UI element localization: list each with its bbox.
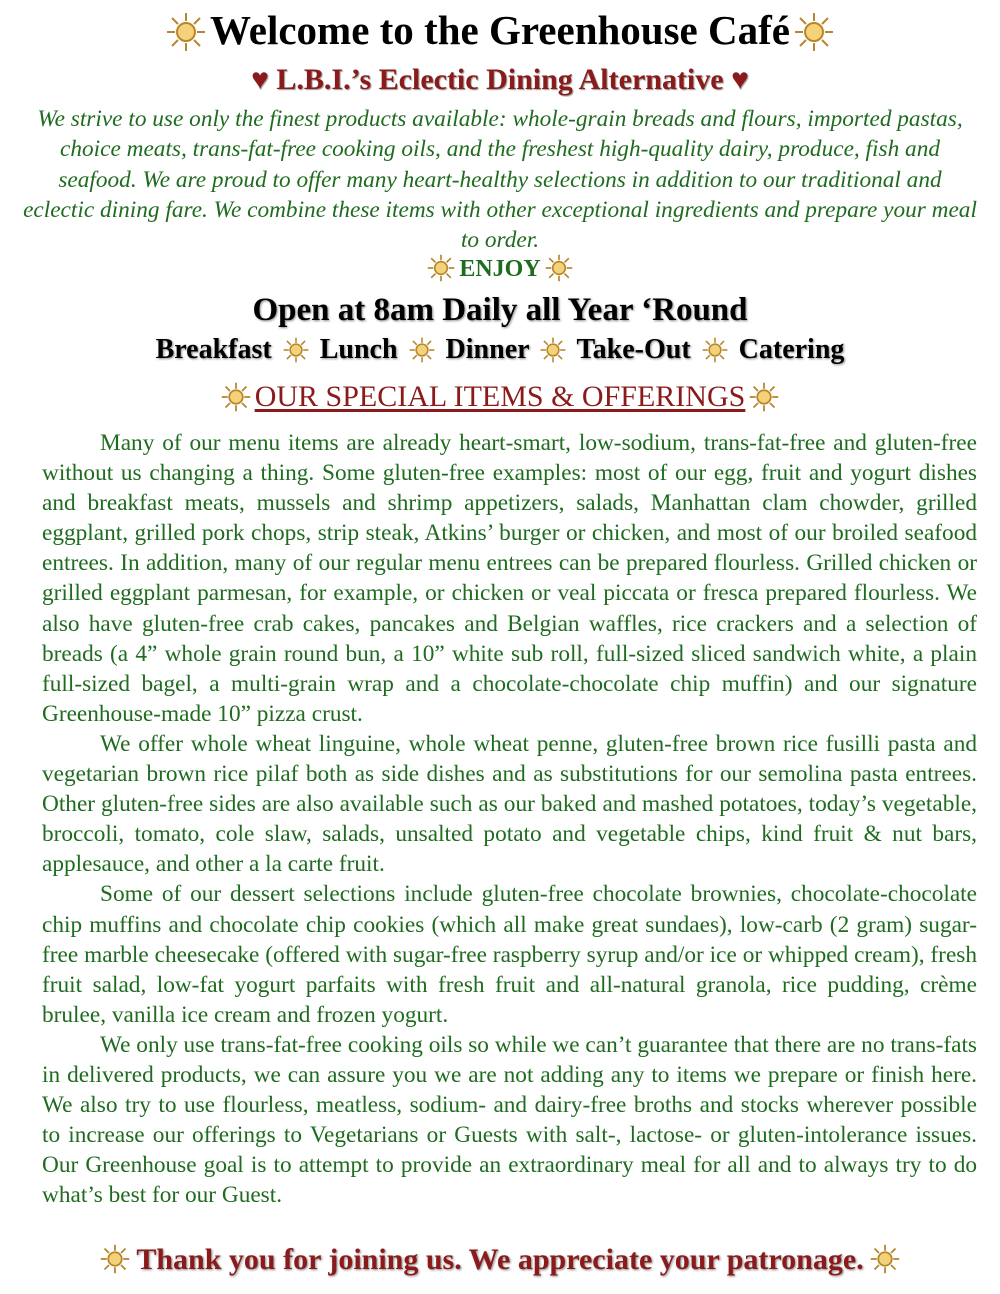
sun-icon (794, 12, 834, 52)
paragraph-3: Some of our dessert selections include gluten-free chocolate brownies, chocolate-chocolate chip muffins and chocolate chip cookies (which all make great sundaes), low-carb (2 gram) sugar-free marble cheesecake (offered with sugar-free raspberry syrup and/or ice or whipped cream), fresh fruit salad, low-fat yogurt parfaits with fresh fruit and all-natural granola, rice pudding, crème brulee, vanilla ice cream and frozen yogurt. (42, 881, 977, 1028)
special-heading (0, 380, 1000, 414)
enjoy-text: ENJOY (459, 256, 541, 282)
hours-line: Open at 8am Daily all Year ‘Round (252, 292, 748, 328)
sun-icon (749, 382, 779, 412)
enjoy-line (0, 256, 1000, 284)
sun-icon (283, 337, 309, 363)
services-line (0, 334, 1000, 366)
paragraph-4: We only use trans-fat-free cooking oils so while we can’t guarantee that there are no trans-fats in delivered products, we can assure you we are not adding any to items we prepare or finish here. We also try to use flourless, meatless, sodium- and dairy-free broths and stocks wherever possible to increase our offerings to Vegetarians or Guests with salt-, lactose- or gluten-intolerance issues. Our Greenhouse goal is to attempt to provide an extraordinary meal for all and to always try to do what’s best for our Guest. (42, 1031, 977, 1209)
sun-icon (545, 254, 573, 282)
closing-line (0, 1243, 1000, 1277)
intro-text: We strive to use only the finest products available: whole-grain breads and flours, imported pastas, choice meats, trans-fat-free cooking oils, and the freshest high-quality dairy, produce, fish and seafood. We are proud to offer many heart-healthy selections in addition to our traditional and eclectic dining fare. We combine these items with other exceptional ingredients and prepare your meal to order. (23, 106, 977, 254)
sun-icon (540, 337, 566, 363)
service-catering: Catering (738, 334, 845, 365)
service-takeout: Take-Out (576, 334, 691, 365)
body-text (42, 428, 977, 1210)
sun-icon (100, 1244, 130, 1274)
service-lunch: Lunch (319, 334, 398, 365)
closing-text: Thank you for joining us. We appreciate your patronage. (136, 1243, 864, 1276)
paragraph-1: Many of our menu items are already heart-smart, low-sodium, trans-fat-free and gluten-free without us changing a thing. Some gluten-free examples: most of our egg, fruit and yogurt dishes and breakfast meats, mussels and shrimp appetizers, salads, Manhattan clam chowder, grilled eggplant, grilled pork chops, strip steak, Atkins’ burger or chicken, and most of our broiled seafood entrees. In addition, many of our regular menu entrees can be prepared flourless. Grilled chicken or grilled eggplant parmesan, for example, or chicken or veal piccata or fresca prepared flourless. We also have gluten-free crab cakes, pancakes and Belgian waffles, rice crackers and a selection of breads (a 4” whole grain round bun, a 10” white sub roll, full-sized sliced sandwich white, a plain full-sized bagel, a multi-grain wrap and a chocolate-chocolate chip muffin) and our signature Greenhouse-made 10” pizza crust. (42, 430, 977, 727)
sun-icon (427, 254, 455, 282)
sun-icon (870, 1244, 900, 1274)
sun-icon (221, 382, 251, 412)
special-heading-text: OUR SPECIAL ITEMS & OFFERINGS (254, 380, 746, 413)
service-dinner: Dinner (445, 334, 530, 365)
page-title (0, 6, 1000, 55)
sun-icon (166, 12, 206, 52)
paragraph-2: We offer whole wheat linguine, whole wheat penne, gluten-free brown rice fusilli pasta and vegetarian brown rice pilaf both as side dishes and as substitutions for our semolina pasta entrees. Other gluten-free sides are also available such as our baked and mashed potatoes, today’s vegetable, broccoli, tomato, cole slaw, salads, unsalted potato and vegetable chips, kind fruit & nut bars, applesauce, and other a la carte fruit. (42, 730, 977, 878)
sun-icon (702, 337, 728, 363)
title-text: Welcome to the Greenhouse Café (210, 7, 790, 53)
tagline: ♥ L.B.I.’s Eclectic Dining Alternative ♥ (251, 63, 749, 96)
sun-icon (409, 337, 435, 363)
service-breakfast: Breakfast (155, 334, 272, 365)
